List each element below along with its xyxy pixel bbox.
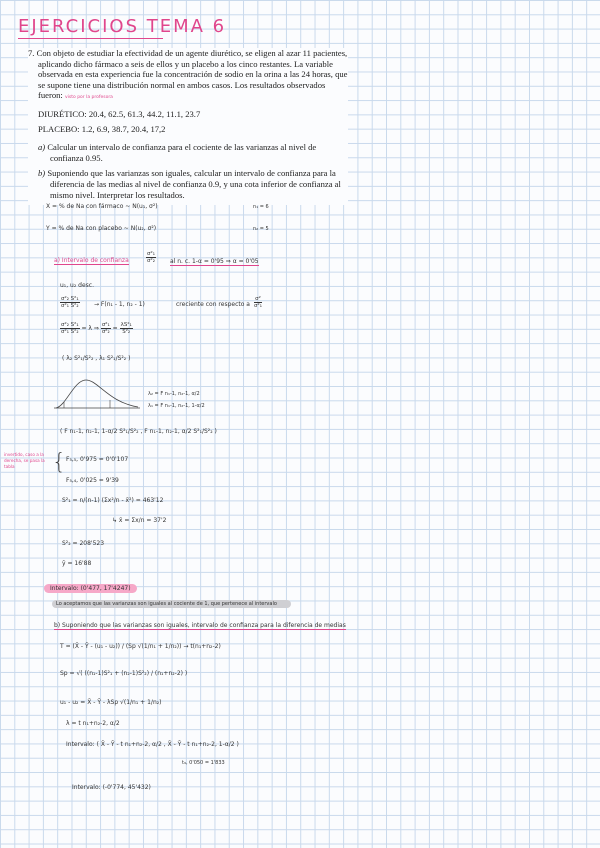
part-a-unknown: u₁, u₂ desc. xyxy=(60,282,94,289)
brace: { xyxy=(52,450,66,475)
eq3-num: σ²₁ xyxy=(101,322,110,328)
part-a-confidence-text: al n. c. 1-α = 0'95 ⇒ α = 0'05 xyxy=(170,258,259,265)
page-title: EJERCICIOS TEMA 6 xyxy=(18,16,227,37)
f-value-1: F₅,₅, 0'975 = 0'0'107 xyxy=(66,456,129,463)
item-b xyxy=(38,168,348,200)
part-b-heading xyxy=(54,622,346,629)
t-value: t₉, 0'050 = 1'833 xyxy=(182,760,225,766)
diuretico-data: DIURÉTICO: 20.4, 62.5, 61.3, 44.2, 11.1, 23.7 xyxy=(38,108,201,119)
eq2: = λ ⇒ xyxy=(81,325,99,332)
interval-b-formula: Intervalo: ( X̄ - Ȳ - t n₁+n₂-2, α/2 , X̄ - Ȳ - t n₁+n₂-2, 1-α/2 ) xyxy=(66,741,239,748)
margin-note: invertido, caso a la derecha, se pasa la tabla xyxy=(4,452,45,469)
ratio-value: ȳ = 16'88 xyxy=(62,560,92,567)
lambda-2: λ₂ = F n₁-1, n₂-1, α/2 xyxy=(148,391,200,397)
y-definition: Y = % de Na con placebo ~ N(u₂, σ²) xyxy=(46,225,157,232)
item-b-label: b) xyxy=(38,168,46,179)
part-a-heading-text: a) Intervalo de confianza xyxy=(54,257,129,264)
pivot-distribution: → F(n₁ - 1, n₂ - 1) xyxy=(94,301,145,308)
eq3-den: σ²₂ xyxy=(101,329,110,335)
part-a-heading xyxy=(54,257,129,264)
lambda-1: λ₁ = F n₁-1, n₂-1, 1-α/2 xyxy=(148,403,205,409)
eq5-den: S²₂ xyxy=(122,329,131,335)
eq5-num: λS²₁ xyxy=(120,322,132,328)
interval-formula-a: ( F n₁-1, n₂-1, 1-α/2 S²₁/S²₂ , F n₁-1, n₂-1, α/2 S²₁/S²₂ ) xyxy=(60,428,217,435)
conclusion-a xyxy=(52,601,291,607)
eq4: = xyxy=(112,325,118,332)
interval-b-result: Intervalo: (-0'774, 45'432) xyxy=(72,784,151,791)
pivot-frac-num: σ²₂ S²₁ xyxy=(61,296,79,302)
x-definition: X = % de Na con fármaco ~ N(u₁, σ²) xyxy=(46,203,158,210)
item-b-text: Suponiendo que las varianzas son iguales, calcular un intervalo de confianza para la diferencia de las medias al nivel de confianza 0.9, y una cota inferior de confianza al mismo nivel. Interpretar los resultados. xyxy=(47,168,341,200)
lambda-b: λ = t n₁+n₂-2, α/2 xyxy=(66,720,120,727)
part-a-frac-num: σ²₁ xyxy=(147,251,155,257)
creciente-frac-num: σ² xyxy=(255,296,261,302)
part-b-heading-text: b) Suponiendo que las varianzas son iguales, intervalo de confianza para la diferencia de medias xyxy=(54,622,346,629)
interval-a-result xyxy=(44,585,137,592)
statement-number: 7. xyxy=(28,48,35,58)
item-a xyxy=(38,142,348,163)
variance-s2: S²₂ = 208'523 xyxy=(62,540,105,547)
t-statistic: T = (X̄ - Ȳ - (u₁ - u₂)) / (Sp √(1/n₁ + 1/n₂)) → t(n₁+n₂-2) xyxy=(60,643,221,650)
item-a-text: Calcular un intervalo de confianza para el cociente de las varianzas al nivel de confianza 0.95. xyxy=(47,142,317,163)
f-value-2: F₅,₄, 0'025 = 9'39 xyxy=(66,477,119,484)
placebo-data: PLACEBO: 1.2, 6.9, 38.7, 20.4, 17,2 xyxy=(38,123,166,134)
y-sample-size: n₂ = 5 xyxy=(253,226,269,232)
equation-1 xyxy=(60,322,133,335)
creciente-text: creciente con respecto a xyxy=(176,301,250,308)
mean-difference: u₁ - u₂ = X̄ - Ȳ - λSp √(1/n₁ + 1/n₂) xyxy=(60,699,162,706)
statement-text: Con objeto de estudiar la efectividad de un agente diurético, se eligen al azar 11 pacientes, aplicando dicho fármaco a seis de ellos y un placebo a los cinco restantes. La variable observada en esta experiencia fue la concentración de sodio en la orina a las 24 horas, que se supone tiene una distribución normal en ambos casos. Los resultados observados fueron: xyxy=(36,48,348,101)
sp-definition: Sp = √( ((n₁-1)S²₁ + (n₂-1)S²₂) / (n₁+n₂-2) ) xyxy=(60,670,188,677)
part-a-confidence xyxy=(170,258,259,265)
part-a-frac-den: σ²₂ xyxy=(147,258,155,264)
x-sample-size: n₁ = 6 xyxy=(253,204,269,210)
lambda-interval: ( λ₂ S²₁/S²₂ , λ₁ S²₁/S²₂ ) xyxy=(62,355,131,362)
statement-note: visto por la profesora xyxy=(64,95,113,101)
problem-statement xyxy=(28,48,348,205)
variance-s1: S²₁ = n/(n-1) (Σx²/n - x̄²) = 463'12 xyxy=(62,497,164,504)
statement-paragraph xyxy=(28,48,348,104)
mean-x: ↳ x̄ = Σx/n = 37'2 xyxy=(112,517,167,524)
sketch-curve xyxy=(56,380,138,408)
conclusion-a-text: Lo aceptamos que las varianzas son iguales al cociente de 1, que pertenece al intervalo xyxy=(52,600,291,608)
item-a-label: a) xyxy=(38,142,46,153)
eq1-den: σ²₁ S²₂ xyxy=(61,329,79,335)
pivot-frac xyxy=(60,296,80,309)
part-a-fraction xyxy=(146,251,156,264)
creciente-frac xyxy=(254,296,262,309)
title-underline xyxy=(18,38,163,39)
creciente-frac-den: σ²₁ xyxy=(254,303,262,309)
interval-a-text: Intervalo: (0'477, 17'4247) xyxy=(44,584,137,593)
pivot-frac-den: σ²₁ S²₂ xyxy=(61,303,79,309)
eq1-num: σ²₂ S²₁ xyxy=(61,322,79,328)
f-distribution-sketch xyxy=(52,376,142,412)
